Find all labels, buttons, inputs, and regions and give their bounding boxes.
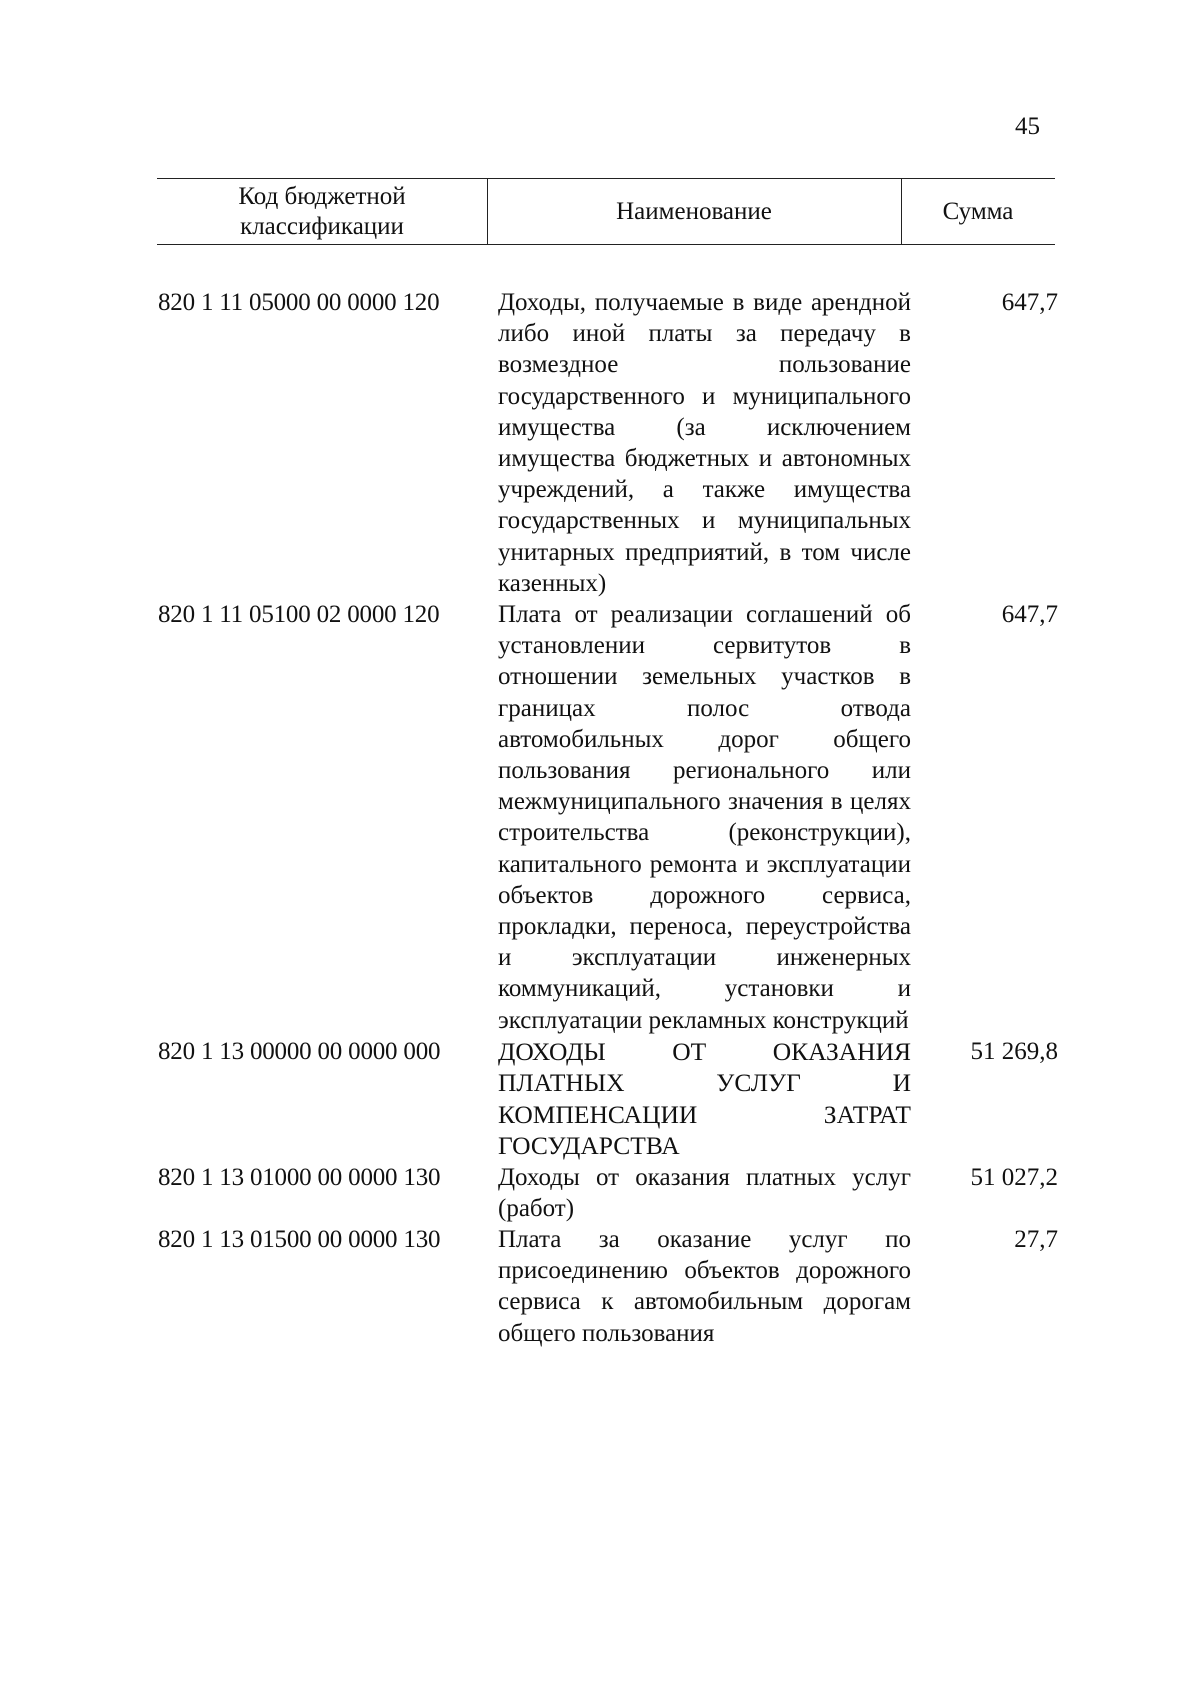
header-code: Код бюджетной классификации: [238, 183, 406, 240]
row-sum: 27,7: [1014, 1225, 1058, 1253]
row-name: Плата за оказание услуг по присоединению объектов дорожного сервиса к автомобильным дорогам общего пользования: [498, 1225, 911, 1347]
row-sum: 647,7: [1001, 289, 1058, 316]
row-sum: 647,7: [1001, 601, 1058, 629]
header-sum: Сумма: [942, 198, 1014, 225]
row-name: ДОХОДЫ ОТ ОКАЗАНИЯ ПЛАТНЫХ УСЛУГ И КОМПЕНСАЦИИ ЗАТРАТ ГОСУДАРСТВА: [498, 1036, 911, 1161]
header-top-rule: [157, 178, 1055, 179]
row-sum: 51 269,8: [970, 1037, 1058, 1065]
row-code: 820 1 13 01000 00 0000 130: [158, 1163, 441, 1191]
table-header: [157, 178, 1055, 246]
row-name: Доходы, получаемые в виде арендной либо иной платы за передачу в возмездное пользование государственного и муниципального имущества (за исключением имущества бюджетных и автономных учреждений, а также имущества государственных и муниципальных унитарных предприятий, в том числе казенных): [498, 289, 911, 597]
header-name: Наименование: [616, 198, 772, 225]
table-row: [0, 1036, 1200, 1162]
row-code: 820 1 11 05100 02 0000 120: [158, 601, 440, 629]
row-code: 820 1 13 01500 00 0000 130: [158, 1225, 441, 1253]
row-name: Доходы от оказания платных услуг (работ): [498, 1163, 911, 1222]
table-row: [0, 599, 1200, 1036]
table-row: [0, 1162, 1200, 1224]
row-code: 820 1 13 00000 00 0000 000: [158, 1037, 441, 1065]
header-bottom-rule: [157, 244, 1055, 245]
row-code: 820 1 11 05000 00 0000 120: [158, 289, 440, 316]
table-row: [0, 287, 1200, 599]
table-row: [0, 1224, 1200, 1349]
table-body: [0, 287, 1200, 1349]
page-number: 45: [1015, 113, 1040, 140]
row-name: Плата от реализации соглашений об установлении сервитутов в отношении земельных участков в границах полос отвода автомобильных дорог общего пользования регионального или межмуниципального значения в целях строительства (реконструкции), капитального ремонта и эксплуатации объектов дорожного сервиса, прокладки, переноса, переустройства и эксплуатации инженерных коммуникаций, установки и эксплуатации рекламных конструкций: [498, 601, 911, 1034]
row-sum: 51 027,2: [970, 1163, 1058, 1191]
